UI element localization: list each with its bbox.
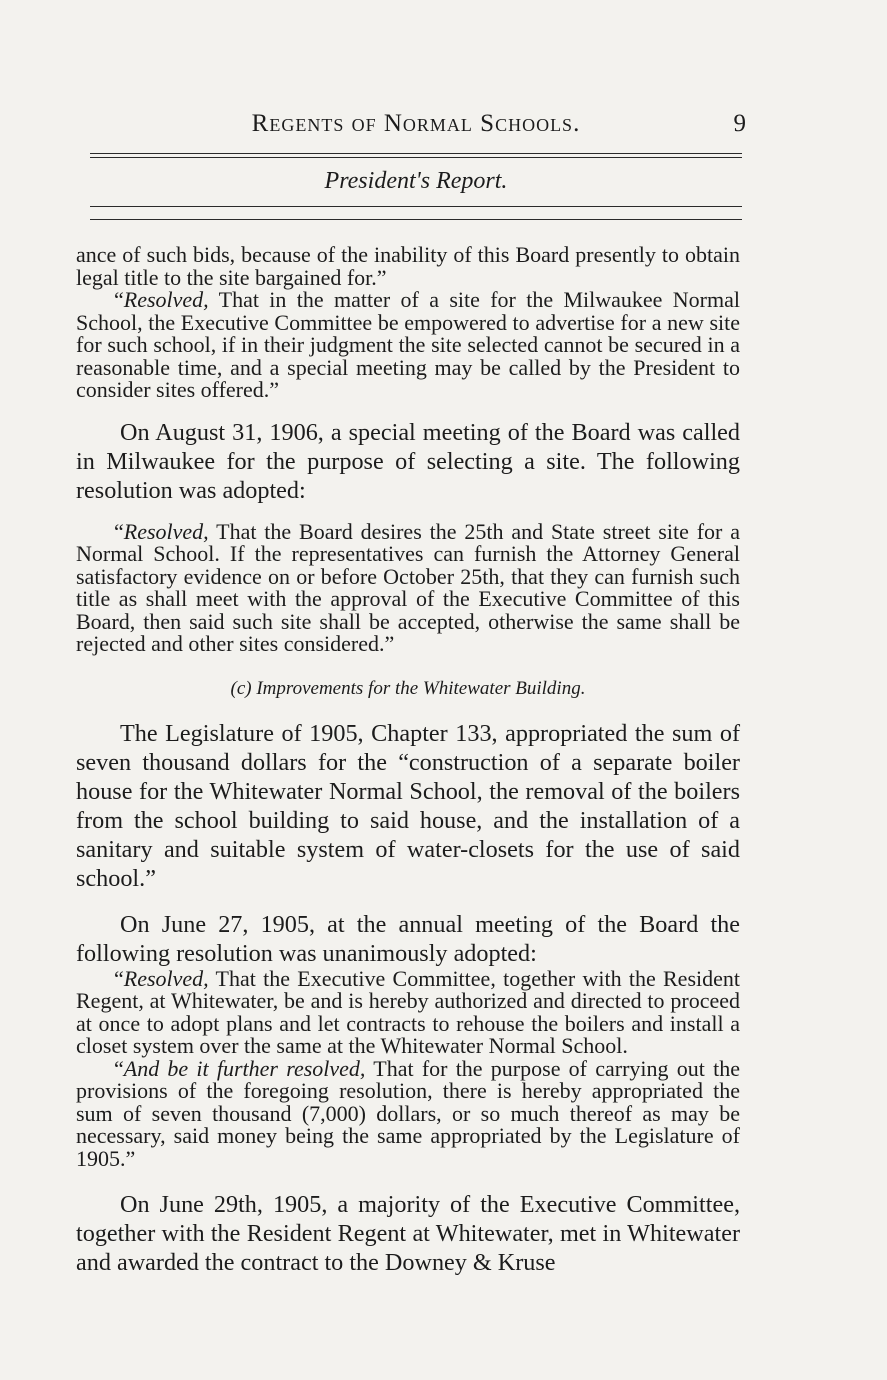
paragraph-resolution-milwaukee [76, 289, 740, 402]
paragraph-resolution-executive [76, 965, 740, 1058]
header-rule-top [90, 153, 742, 154]
resolution-text: That for the purpose of carrying out the provisions of the foregoing resolution, there is hereby appropriated the sum of seven thousand (7,000) dollars, or so much thereof as may be necessary, said money being the same appropriated by the Legislature of 1905.” [76, 1055, 740, 1171]
paragraph-june-29: On June 29th, 1905, a majority of the Executive Committee, together with the Resident Regent at Whitewater, met in Whitewater and awarded the contract to the Downey & Kruse [76, 1191, 740, 1276]
header-rule-bottom [90, 206, 742, 207]
open-quote: “ [114, 965, 124, 991]
open-quote: “ [114, 287, 124, 312]
paragraph-resolution-site [76, 518, 740, 656]
running-head [90, 108, 746, 142]
paragraph-legislature: The Legislature of 1905, Chapter 133, appropriated the sum of seven thousand dollars for the “construction of a separate boiler house for the Whitewater Normal School, the removal of the boilers from the school building to said house, and the installation of a sanitary and suitable system of water-closets for the use of said school.” [76, 719, 740, 892]
resolved-label: And be it further resolved, [123, 1055, 366, 1081]
body-text [76, 244, 740, 1277]
open-quote: “ [114, 518, 124, 544]
paragraph-resolution-appropriation [76, 1055, 740, 1171]
header-rule-bottom-second [90, 219, 742, 220]
paragraph-august-meeting: On August 31, 1906, a special meeting of the Board was called in Milwaukee for the purpose of selecting a site. The following resolution was adopted: [76, 418, 740, 504]
paragraph-continued-quote: ance of such bids, because of the inability of this Board presently to obtain legal title to the site bargained for.” [76, 242, 740, 290]
section-head: President's Report. [324, 168, 508, 194]
resolved-label: Resolved, [123, 287, 209, 312]
header-rule-top-thin [90, 157, 742, 158]
paragraph-june-27: On June 27, 1905, at the annual meeting of the Board the following resolution was unanimously adopted: [76, 910, 740, 967]
resolved-label: Resolved, [123, 965, 209, 991]
running-title: Regents of Normal Schools. [251, 110, 581, 137]
open-quote: “ [114, 1055, 124, 1081]
page-number: 9 [733, 110, 746, 137]
resolved-label: Resolved, [123, 518, 209, 544]
resolution-text: That the Board desires the 25th and State street site for a Normal School. If the representatives can furnish the Attorney General satisfactory evidence on or before October 25th, that they can furnish such title as shall meet with the approval of the Executive Committee of this Board, then said such site shall be accepted, otherwise the same shall be rejected and other sites considered.” [76, 518, 740, 656]
resolution-text: That the Executive Committee, together with the Resident Regent, at Whitewater, be and is hereby authorized and directed to proceed at once to adopt plans and let contracts to rehouse the boilers and install a closet system over the same at the Whitewater Normal School. [76, 965, 740, 1058]
resolution-text: That in the matter of a site for the Milwaukee Normal School, the Executive Committee be empowered to advertise for a new site for such school, if in their judgment the site selected cannot be secured in a reasonable time, and a special meeting may be called by the President to consider sites offered.” [76, 287, 740, 402]
subsection-heading: (c) Improvements for the Whitewater Building. [230, 677, 586, 699]
